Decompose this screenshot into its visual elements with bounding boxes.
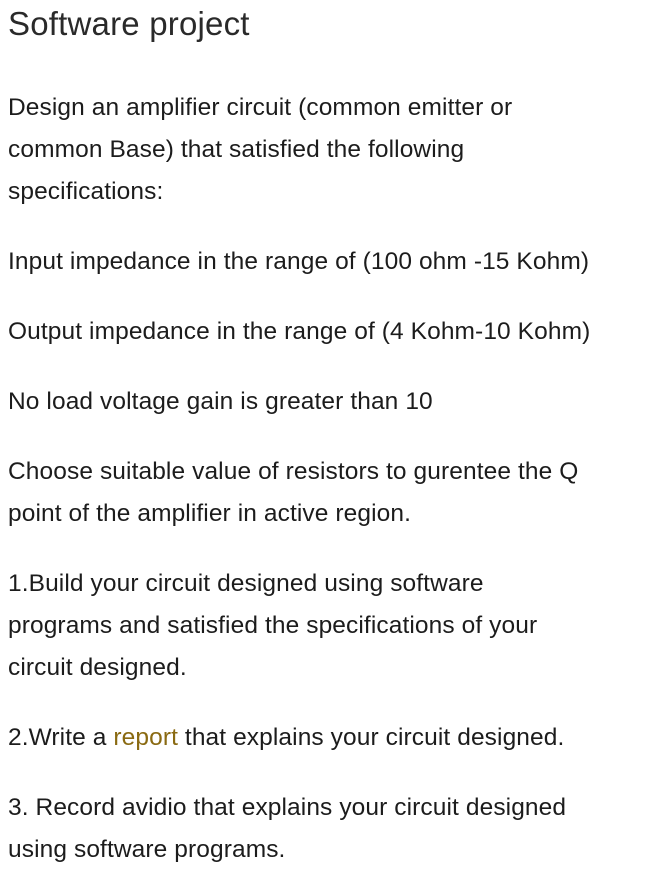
step-1-paragraph [8,563,664,689]
resistors-line-1: Choose suitable value of resistors to gurentee the Q [8,458,579,485]
step-2-paragraph [8,717,664,759]
intro-line-3: specifications: [8,178,164,205]
report-link[interactable]: report [113,724,178,751]
step-1-line-3: circuit designed. [8,654,187,681]
resistors-line-2: point of the amplifier in active region. [8,500,412,527]
spec-output-text: Output impedance in the range of (4 Kohm-10 Kohm) [8,318,591,345]
page-title: Software project [8,5,250,42]
step-2-suffix: that explains your circuit designed. [178,724,565,751]
step-3-line-1: 3. Record avidio that explains your circuit designed [8,794,567,821]
step-2-prefix: 2.Write a [8,724,114,751]
step-3-paragraph [8,787,664,871]
intro-line-1: Design an amplifier circuit (common emitter or [8,94,513,121]
resistors-paragraph [8,451,664,535]
spec-voltage-gain [8,381,664,423]
spec-input-text: Input impedance in the range of (100 ohm -15 Kohm) [8,248,590,275]
step-1-line-1: 1.Build your circuit designed using software [8,570,484,597]
spec-input-impedance [8,241,664,283]
step-2-line [8,717,664,759]
intro-paragraph [8,87,664,213]
spec-gain-text: No load voltage gain is greater than 10 [8,388,433,415]
step-1-line-2: programs and satisfied the specifications of your [8,612,538,639]
intro-line-2: common Base) that satisfied the following [8,136,465,163]
spec-output-impedance [8,311,664,353]
step-3-line-2: using software programs. [8,836,286,863]
